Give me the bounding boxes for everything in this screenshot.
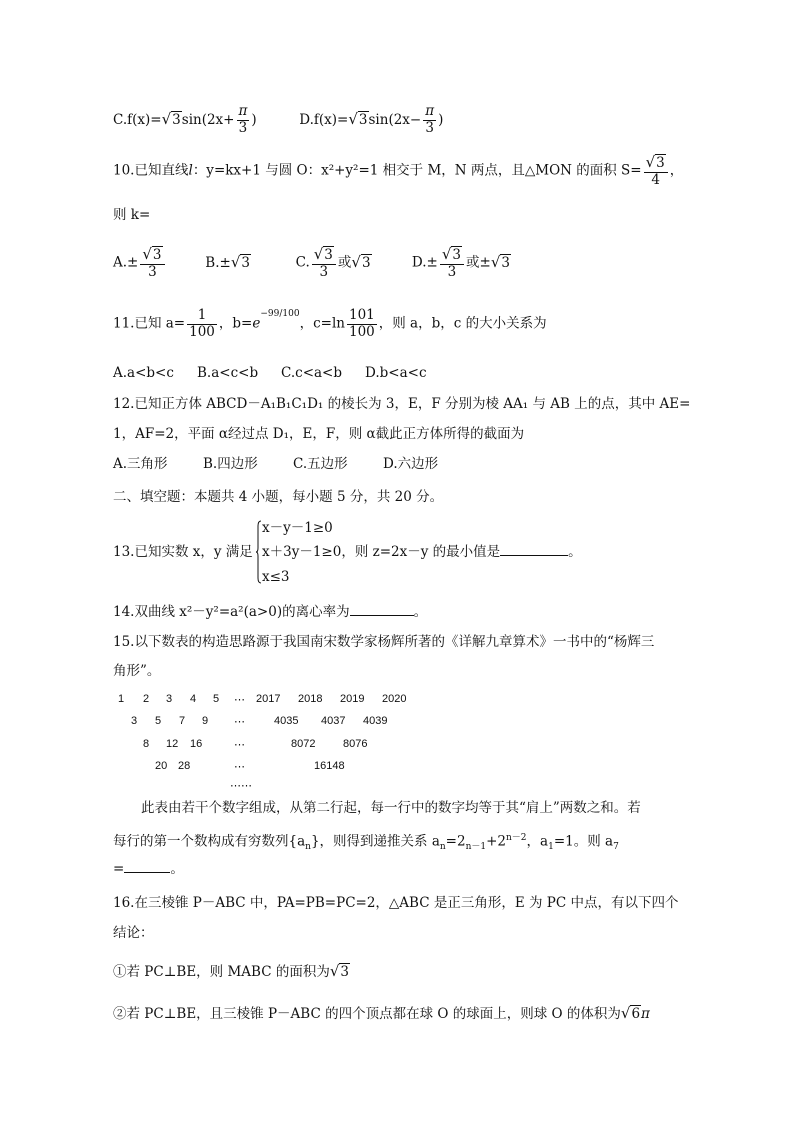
s-fraction: $\frac{√3}{4}$ bbox=[644, 154, 668, 188]
q13-pre: 13.已知实数 x，y 满足 bbox=[113, 544, 253, 560]
q10-option-a: A.± $\frac{√3}{3}$ bbox=[113, 246, 201, 280]
q15-para1: 此表由若干个数字组成，从第二行起，每一行中的数字均等于其“肩上”两数之和。若 bbox=[141, 800, 641, 816]
q10-option-c: C. $\frac{√3}{3}$ 或√3 bbox=[295, 245, 371, 280]
q13-constraint-2: x＋3y－1≥0，则 z=2x－y 的最小值是 。 bbox=[262, 544, 582, 560]
q11-stem: 11.已知 a= $\frac{1}{100}$ ，$b=e^{-99/100}$，c=ln $\frac{101}{100}$ ，则 a，b，c 的大小关系为 bbox=[113, 307, 547, 340]
q16-conclusion-1: ①若 PC⊥BE，则 MABC 的面积为√3 bbox=[113, 962, 349, 980]
sqrt-symbol: √3 bbox=[161, 109, 181, 128]
q10-line2: 则 k= bbox=[113, 207, 151, 223]
q10-options bbox=[113, 246, 511, 280]
q13-constraint-3: x≤3 bbox=[262, 569, 290, 585]
sqrt-symbol: √3 bbox=[348, 109, 368, 128]
q15-para3: = 。 bbox=[113, 861, 184, 877]
q10-option-d: D.± $\frac{√3}{3}$ 或±√3 bbox=[411, 245, 510, 280]
a-fraction: $\frac{1}{100}$ bbox=[189, 307, 215, 340]
q15-line1: 15.以下数表的构造思路源于我国南宋数学家杨辉所著的《详解九章算术》一书中的“杨辉三 bbox=[113, 634, 655, 650]
q16-line1: 16.在三棱锥 P－ABC 中，PA=PB=PC=2，△ABC 是正三角形，E 为 PC 中点，有以下四个 bbox=[113, 895, 679, 911]
pi-over-3: $\frac{\pi}{3}$ bbox=[425, 103, 435, 136]
q15-line2: 角形”。 bbox=[113, 663, 161, 679]
q11-options: A.a<b<c B.a<c<b C.c<a<b D.b<a<c bbox=[113, 365, 427, 381]
q13-constraint-1: x－y－1≥0 bbox=[262, 520, 333, 536]
q12-line2: 1，AF=2，平面 α经过点 D₁，E，F，则 α截此正方体所得的截面为 bbox=[113, 426, 525, 442]
pi-over-3: $\frac{\pi}{3}$ bbox=[238, 103, 248, 136]
section-heading: 二、填空题：本题共 4 小题，每小题 5 分，共 20 分。 bbox=[113, 489, 444, 505]
q9-option-c: C.f(x)=√3sin(2x+ $\frac{\pi}{3}$ ) bbox=[113, 103, 257, 136]
q14: 14.双曲线 x²－y²=a²(a>0)的离心率为 。 bbox=[113, 604, 428, 620]
q16-conclusion-2: ②若 PC⊥BE，且三棱锥 P－ABC 的四个顶点都在球 O 的球面上，则球 O 的体积为√6π bbox=[113, 1004, 650, 1022]
q12-options: A.三角形 B.四边形 C.五边形 D.六边形 bbox=[113, 456, 439, 472]
q10-line1: 10.已知直线l：y=kx+1 与圆 O：x²+y²=1 相交于 M，N 两点，且△MON 的面积 S= $\frac{√3}{4}$ ， bbox=[113, 153, 684, 188]
q12-line1: 12.已知正方体 ABCD－A₁B₁C₁D₁ 的棱长为 3，E，F 分别为棱 AA₁ 与 AB 上的点，其中 AE= bbox=[113, 396, 691, 412]
q9-option-d: D.f(x)=√3sin(2x− $\frac{\pi}{3}$ ) bbox=[299, 103, 444, 136]
q10-option-b: B.±√3 bbox=[205, 252, 250, 271]
c-fraction: $\frac{101}{100}$ bbox=[348, 307, 375, 340]
q15-para2: 每行的第一个数构成有穷数列$\{a_n\}$，则得到递推关系 $a_n=2_{n-1}+2^{n-2}$，$a_1=1$。则 $a_7$ bbox=[113, 833, 619, 853]
q9-options bbox=[113, 104, 443, 136]
q16-line2: 结论： bbox=[113, 925, 154, 941]
